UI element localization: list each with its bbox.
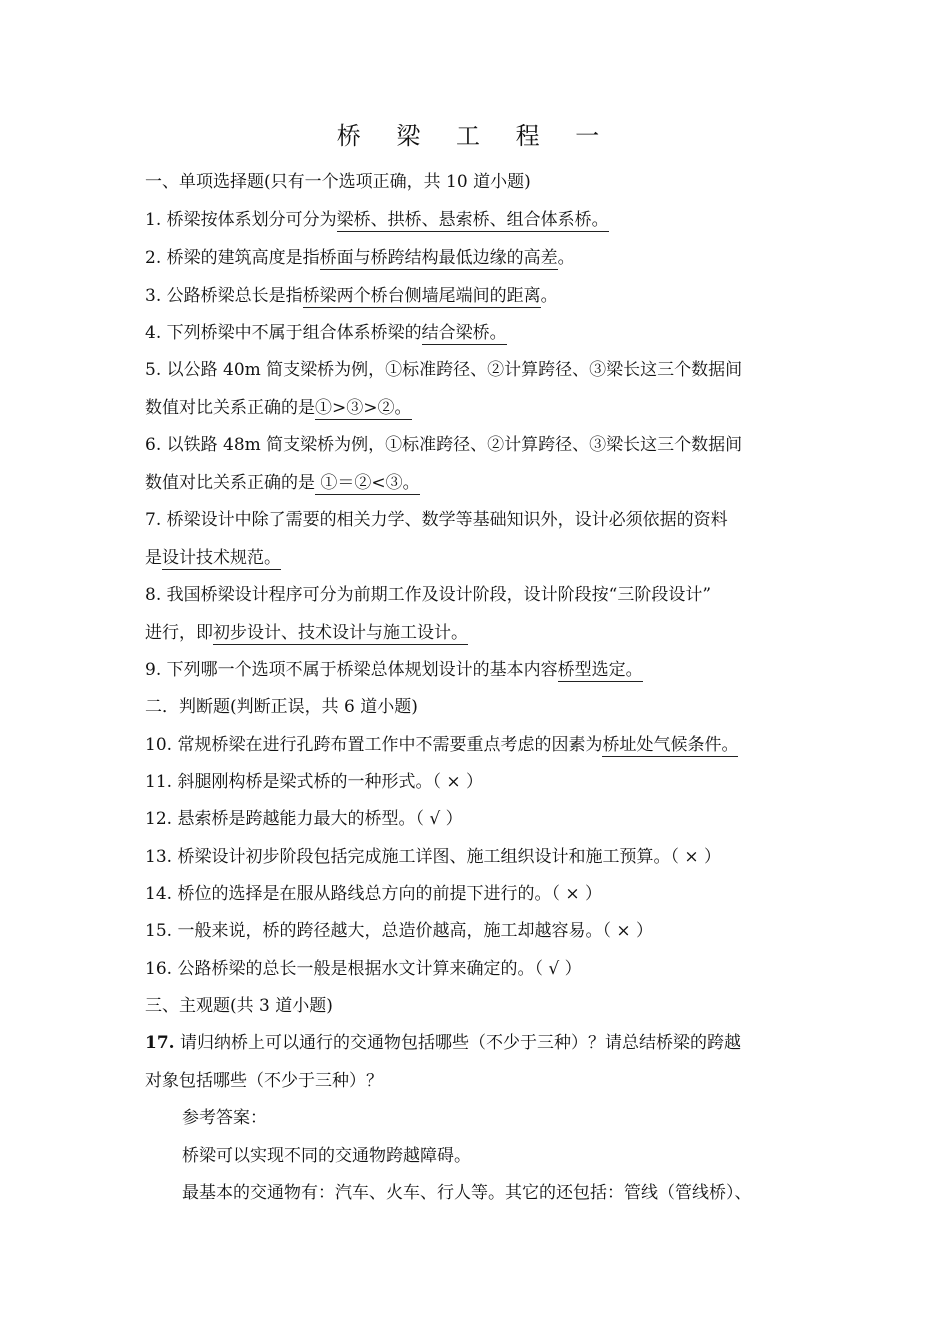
answer-text: 桥面与桥跨结构最低边缘的高差 [319, 248, 558, 268]
section-heading-single-choice: 一、单项选择题(只有一个选项正确，共 10 道小题) [145, 172, 531, 192]
question-15: 15. 一般来说，桥的跨径越大，总造价越高，施工却越容易。（ × ） [145, 921, 653, 941]
question-17-line-2: 对象包括哪些（不少于三种）？ [145, 1071, 383, 1091]
question-3 [145, 284, 825, 308]
question-number: 17. [145, 1033, 175, 1053]
section-heading-subjective: 三、主观题(共 3 道小题) [145, 996, 333, 1016]
question-text: 4. 下列桥梁中不属于组合体系桥梁的 [145, 323, 422, 343]
answer-text: ①＝②<③。 [315, 473, 420, 493]
question-9 [145, 658, 825, 682]
question-text: 1. 桥梁按体系划分可分为 [145, 210, 337, 230]
question-tail: 。 [540, 286, 558, 306]
question-text: 进行，即 [145, 623, 213, 643]
reference-answer-paragraph-1: 桥梁可以实现不同的交通物跨越障碍。 [182, 1146, 471, 1166]
question-text: 9. 下列哪一个选项不属于桥梁总体规划设计的基本内容 [145, 660, 558, 680]
question-14: 14. 桥位的选择是在服从路线总方向的前提下进行的。（ × ） [145, 884, 602, 904]
question-text: 3. 公路桥梁总长是指 [145, 286, 303, 306]
question-text: 请归纳桥上可以通行的交通物包括哪些（不少于三种）？请总结桥梁的跨越 [174, 1033, 741, 1053]
question-7-line-2 [145, 546, 825, 570]
question-text: 是 [145, 548, 162, 568]
question-16: 16. 公路桥梁的总长一般是根据水文计算来确定的。（ √ ） [145, 959, 582, 979]
question-2 [145, 246, 825, 270]
question-6-line-2 [145, 471, 825, 495]
question-13: 13. 桥梁设计初步阶段包括完成施工详图、施工组织设计和施工预算。（ × ） [145, 847, 721, 867]
answer-text: 结合梁桥。 [421, 323, 507, 343]
question-11: 11. 斜腿刚构桥是梁式桥的一种形式。（ × ） [145, 772, 483, 792]
question-12: 12. 悬索桥是跨越能力最大的桥型。（ √ ） [145, 809, 463, 829]
question-8-line-2 [145, 621, 825, 645]
question-tail: 。 [557, 248, 575, 268]
reference-answer-paragraph-2: 最基本的交通物有：汽车、火车、行人等。其它的还包括：管线（管线桥）、 [182, 1183, 752, 1203]
question-text: 10. 常规桥梁在进行孔跨布置工作中不需要重点考虑的因素为 [145, 735, 603, 755]
answer-text: 桥型选定。 [557, 660, 643, 680]
question-6-line-1: 6. 以铁路 48m 简支梁桥为例，①标准跨径、②计算跨径、③梁长这三个数据间 [145, 435, 743, 455]
answer-text: 初步设计、技术设计与施工设计。 [213, 623, 468, 643]
question-5-line-1: 5. 以公路 40m 简支梁桥为例，①标准跨径、②计算跨径、③梁长这三个数据间 [145, 360, 743, 380]
reference-answer-label: 参考答案： [182, 1108, 267, 1128]
question-5-line-2 [145, 396, 825, 420]
question-1 [145, 208, 825, 232]
question-8-line-1: 8. 我国桥梁设计程序可分为前期工作及设计阶段，设计阶段按“三阶段设计” [145, 585, 712, 605]
page-title: 桥 梁 工 程 一 [336, 122, 614, 150]
answer-text: ①>③>②。 [315, 398, 412, 418]
section-heading-true-false: 二．判断题(判断正误，共 6 道小题) [145, 697, 418, 717]
question-4 [145, 321, 825, 345]
answer-text: 桥梁两个桥台侧墙尾端间的距离 [302, 286, 541, 306]
answer-text: 设计技术规范。 [162, 548, 281, 568]
answer-text: 梁桥、拱桥、悬索桥、组合体系桥。 [336, 210, 609, 230]
answer-text: 桥址处气候条件。 [602, 735, 739, 755]
question-text: 数值对比关系正确的是 [145, 398, 315, 418]
question-text: 2. 桥梁的建筑高度是指 [145, 248, 320, 268]
question-17-line-1 [145, 1031, 825, 1055]
question-10 [145, 733, 825, 757]
question-7-line-1: 7. 桥梁设计中除了需要的相关力学、数学等基础知识外，设计必须依据的资料 [145, 510, 728, 530]
question-text: 数值对比关系正确的是 [145, 473, 315, 493]
